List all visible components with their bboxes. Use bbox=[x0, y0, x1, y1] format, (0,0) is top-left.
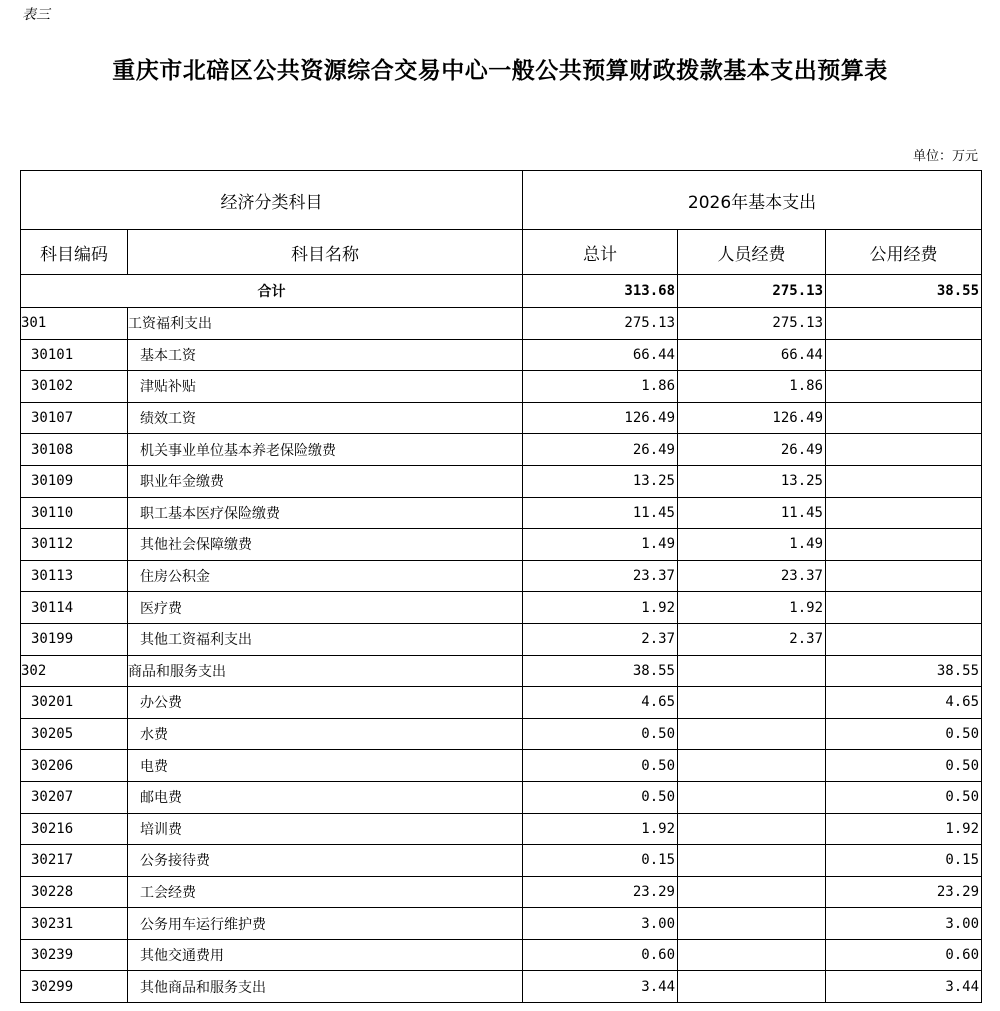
total-public: 38.55 bbox=[826, 275, 982, 308]
row-code: 30228 bbox=[21, 876, 128, 908]
row-public: 38.55 bbox=[826, 655, 982, 687]
table-row bbox=[21, 402, 982, 434]
row-name: 津贴补贴 bbox=[128, 371, 523, 403]
row-personnel: 23.37 bbox=[678, 560, 826, 592]
row-total: 0.50 bbox=[523, 781, 678, 813]
row-name: 其他工资福利支出 bbox=[128, 623, 523, 655]
row-personnel bbox=[678, 876, 826, 908]
row-code: 30207 bbox=[21, 781, 128, 813]
header-economic-classification: 经济分类科目 bbox=[21, 171, 523, 230]
table-row bbox=[21, 687, 982, 719]
row-personnel: 1.49 bbox=[678, 529, 826, 561]
header-basic-expenditure: 2026年基本支出 bbox=[523, 171, 982, 230]
row-personnel: 126.49 bbox=[678, 402, 826, 434]
row-public bbox=[826, 308, 982, 340]
row-total: 23.29 bbox=[523, 876, 678, 908]
row-public bbox=[826, 465, 982, 497]
table-row bbox=[21, 592, 982, 624]
row-total: 0.15 bbox=[523, 845, 678, 877]
row-code: 30201 bbox=[21, 687, 128, 719]
row-total: 66.44 bbox=[523, 339, 678, 371]
row-total: 1.92 bbox=[523, 813, 678, 845]
row-name: 其他社会保障缴费 bbox=[128, 529, 523, 561]
row-code: 30110 bbox=[21, 497, 128, 529]
table-row bbox=[21, 813, 982, 845]
sheet-label: 表三 bbox=[22, 7, 50, 23]
row-total: 1.86 bbox=[523, 371, 678, 403]
row-name: 公务用车运行维护费 bbox=[128, 908, 523, 940]
page-title: 重庆市北碚区公共资源综合交易中心一般公共预算财政拨款基本支出预算表 bbox=[112, 57, 888, 84]
row-public bbox=[826, 402, 982, 434]
row-name: 基本工资 bbox=[128, 339, 523, 371]
table-row bbox=[21, 308, 982, 340]
row-total: 3.00 bbox=[523, 908, 678, 940]
row-public bbox=[826, 371, 982, 403]
row-public bbox=[826, 497, 982, 529]
row-total: 23.37 bbox=[523, 560, 678, 592]
row-code: 30231 bbox=[21, 908, 128, 940]
row-total: 126.49 bbox=[523, 402, 678, 434]
row-public: 1.92 bbox=[826, 813, 982, 845]
row-name: 公务接待费 bbox=[128, 845, 523, 877]
table-row bbox=[21, 497, 982, 529]
row-personnel bbox=[678, 687, 826, 719]
row-code: 30102 bbox=[21, 371, 128, 403]
row-code: 302 bbox=[21, 655, 128, 687]
row-code: 30217 bbox=[21, 845, 128, 877]
row-public bbox=[826, 529, 982, 561]
row-name: 培训费 bbox=[128, 813, 523, 845]
row-name: 绩效工资 bbox=[128, 402, 523, 434]
table-row bbox=[21, 371, 982, 403]
header-name: 科目名称 bbox=[128, 230, 523, 275]
table-row bbox=[21, 465, 982, 497]
row-code: 30205 bbox=[21, 718, 128, 750]
row-code: 30107 bbox=[21, 402, 128, 434]
row-name: 职业年金缴费 bbox=[128, 465, 523, 497]
row-personnel: 13.25 bbox=[678, 465, 826, 497]
row-personnel: 11.45 bbox=[678, 497, 826, 529]
row-code: 30206 bbox=[21, 750, 128, 782]
row-public: 0.50 bbox=[826, 718, 982, 750]
row-code: 30216 bbox=[21, 813, 128, 845]
row-personnel bbox=[678, 908, 826, 940]
row-public: 23.29 bbox=[826, 876, 982, 908]
row-public: 4.65 bbox=[826, 687, 982, 719]
row-total: 0.50 bbox=[523, 750, 678, 782]
row-public bbox=[826, 434, 982, 466]
table-row bbox=[21, 623, 982, 655]
row-personnel: 1.86 bbox=[678, 371, 826, 403]
table-row bbox=[21, 560, 982, 592]
row-public: 0.15 bbox=[826, 845, 982, 877]
row-personnel bbox=[678, 781, 826, 813]
row-personnel bbox=[678, 718, 826, 750]
row-total: 13.25 bbox=[523, 465, 678, 497]
row-public: 0.60 bbox=[826, 939, 982, 971]
total-personnel: 275.13 bbox=[678, 275, 826, 308]
row-total: 3.44 bbox=[523, 971, 678, 1003]
table-row bbox=[21, 971, 982, 1003]
row-personnel: 2.37 bbox=[678, 623, 826, 655]
row-total: 2.37 bbox=[523, 623, 678, 655]
row-name: 其他商品和服务支出 bbox=[128, 971, 523, 1003]
row-name: 职工基本医疗保险缴费 bbox=[128, 497, 523, 529]
total-amount: 313.68 bbox=[523, 275, 678, 308]
unit-label: 单位：万元 bbox=[912, 149, 978, 164]
row-name: 工会经费 bbox=[128, 876, 523, 908]
row-total: 11.45 bbox=[523, 497, 678, 529]
row-total: 1.92 bbox=[523, 592, 678, 624]
row-code: 30113 bbox=[21, 560, 128, 592]
header-public: 公用经费 bbox=[826, 230, 982, 275]
row-code: 30114 bbox=[21, 592, 128, 624]
total-label: 合计 bbox=[21, 275, 523, 308]
header-total: 总计 bbox=[523, 230, 678, 275]
row-code: 30199 bbox=[21, 623, 128, 655]
row-name: 机关事业单位基本养老保险缴费 bbox=[128, 434, 523, 466]
row-name: 电费 bbox=[128, 750, 523, 782]
row-code: 301 bbox=[21, 308, 128, 340]
header-personnel: 人员经费 bbox=[678, 230, 826, 275]
table-row bbox=[21, 750, 982, 782]
row-total: 0.50 bbox=[523, 718, 678, 750]
row-name: 邮电费 bbox=[128, 781, 523, 813]
row-personnel: 1.92 bbox=[678, 592, 826, 624]
table-row bbox=[21, 908, 982, 940]
table-row bbox=[21, 529, 982, 561]
row-personnel bbox=[678, 655, 826, 687]
row-personnel bbox=[678, 813, 826, 845]
table-row bbox=[21, 939, 982, 971]
row-public bbox=[826, 560, 982, 592]
row-code: 30108 bbox=[21, 434, 128, 466]
row-public: 0.50 bbox=[826, 750, 982, 782]
table-row bbox=[21, 434, 982, 466]
row-public: 3.44 bbox=[826, 971, 982, 1003]
header-group-row bbox=[21, 171, 982, 230]
row-personnel bbox=[678, 971, 826, 1003]
row-personnel: 26.49 bbox=[678, 434, 826, 466]
total-row bbox=[21, 275, 982, 308]
row-name: 办公费 bbox=[128, 687, 523, 719]
row-public bbox=[826, 623, 982, 655]
row-personnel bbox=[678, 845, 826, 877]
row-name: 商品和服务支出 bbox=[128, 655, 523, 687]
row-code: 30109 bbox=[21, 465, 128, 497]
row-public: 0.50 bbox=[826, 781, 982, 813]
row-code: 30112 bbox=[21, 529, 128, 561]
header-column-row bbox=[21, 230, 982, 275]
row-total: 275.13 bbox=[523, 308, 678, 340]
row-total: 4.65 bbox=[523, 687, 678, 719]
table-row bbox=[21, 876, 982, 908]
row-personnel: 66.44 bbox=[678, 339, 826, 371]
table-row bbox=[21, 845, 982, 877]
table-row bbox=[21, 655, 982, 687]
table-row bbox=[21, 718, 982, 750]
budget-table bbox=[20, 170, 982, 1003]
row-personnel: 275.13 bbox=[678, 308, 826, 340]
row-code: 30101 bbox=[21, 339, 128, 371]
table-row bbox=[21, 781, 982, 813]
row-total: 26.49 bbox=[523, 434, 678, 466]
row-public bbox=[826, 339, 982, 371]
row-personnel bbox=[678, 750, 826, 782]
table-row bbox=[21, 339, 982, 371]
row-name: 水费 bbox=[128, 718, 523, 750]
row-total: 38.55 bbox=[523, 655, 678, 687]
row-personnel bbox=[678, 939, 826, 971]
row-code: 30239 bbox=[21, 939, 128, 971]
row-public: 3.00 bbox=[826, 908, 982, 940]
row-total: 1.49 bbox=[523, 529, 678, 561]
row-name: 医疗费 bbox=[128, 592, 523, 624]
row-code: 30299 bbox=[21, 971, 128, 1003]
row-name: 其他交通费用 bbox=[128, 939, 523, 971]
row-name: 工资福利支出 bbox=[128, 308, 523, 340]
header-code: 科目编码 bbox=[21, 230, 128, 275]
row-public bbox=[826, 592, 982, 624]
row-total: 0.60 bbox=[523, 939, 678, 971]
row-name: 住房公积金 bbox=[128, 560, 523, 592]
